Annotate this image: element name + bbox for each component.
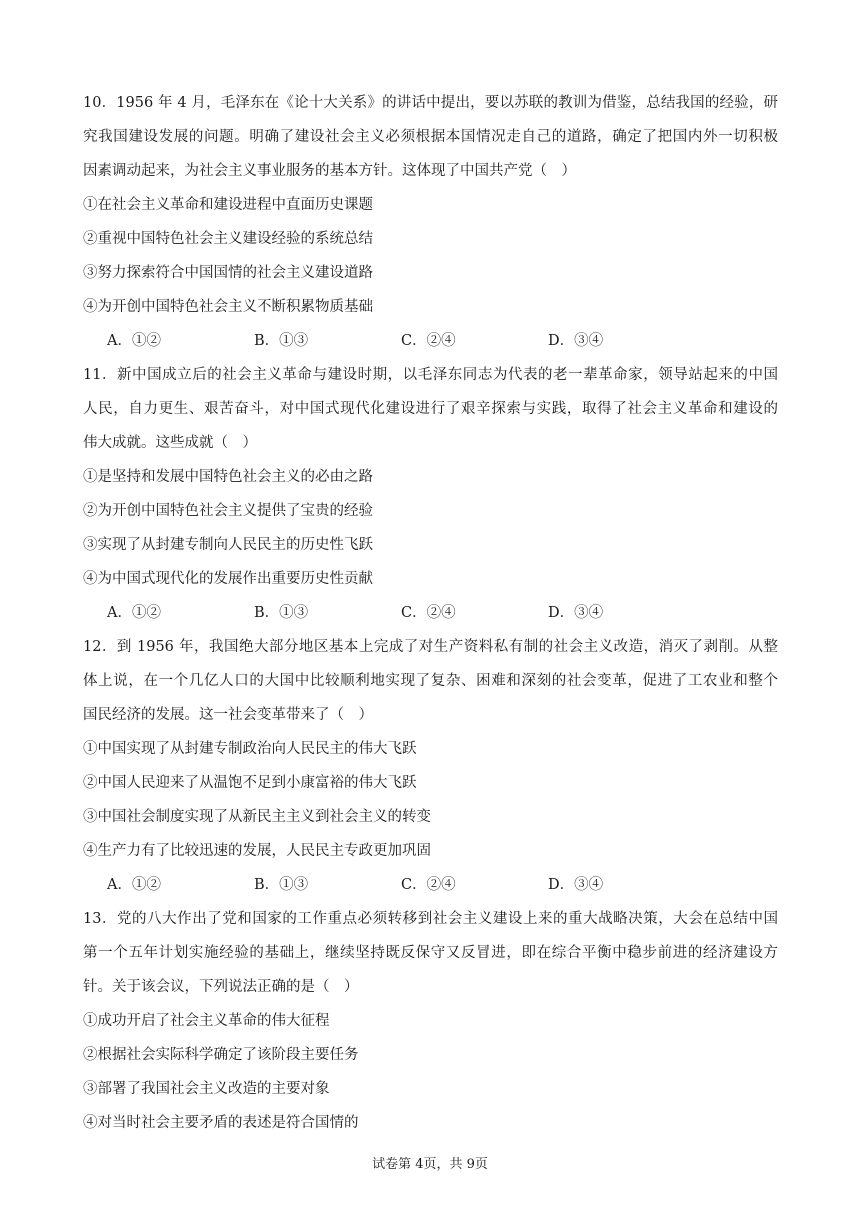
option-a[interactable]: A．①② — [107, 333, 161, 349]
question-stem-line: 10．1956 年 4 月，毛泽东在《论十大关系》的讲话中提出，要以苏联的教训为借鉴，总结我国的经验，研 — [83, 95, 778, 111]
option-b[interactable]: B．①③ — [254, 605, 309, 621]
question-list — [83, 86, 778, 1140]
option-a[interactable]: A．①② — [107, 877, 161, 893]
statement-4: ④为中国式现代化的发展作出重要历史性贡献 — [83, 571, 373, 587]
question-stem-line: 12．到 1956 年，我国绝大部分地区基本上完成了对生产资料私有制的社会主义改造，消灭了剥削。从整 — [83, 639, 778, 655]
statement-2: ②中国人民迎来了从温饱不足到小康富裕的伟大飞跃 — [83, 775, 417, 791]
statement-1: ①在社会主义革命和建设进程中直面历史课题 — [83, 197, 373, 213]
statement-2: ②根据社会实际科学确定了该阶段主要任务 — [83, 1047, 359, 1063]
question-stem-line: 体上说，在一个几亿人口的大国中比较顺利地实现了复杂、困难和深刻的社会变革，促进了工农业和整个 — [83, 673, 778, 689]
option-c[interactable]: C．②④ — [401, 877, 456, 893]
statement-4: ④为开创中国特色社会主义不断积累物质基础 — [83, 299, 373, 315]
statement-2: ②重视中国特色社会主义建设经验的系统总结 — [83, 231, 373, 247]
statement-1: ①中国实现了从封建专制政治向人民民主的伟大飞跃 — [83, 741, 417, 757]
answer-options — [83, 596, 778, 630]
question-10 — [83, 86, 778, 358]
question-stem-line: 伟大成就。这些成就（ ） — [83, 435, 257, 451]
question-11 — [83, 358, 778, 630]
question-stem-line: 11．新中国成立后的社会主义革命与建设时期，以毛泽东同志为代表的老一辈革命家，领导站起来的中国 — [83, 367, 778, 383]
option-a[interactable]: A．①② — [107, 605, 161, 621]
statement-3: ③部署了我国社会主义改造的主要对象 — [83, 1081, 330, 1097]
question-stem-line: 因素调动起来，为社会主义事业服务的基本方针。这体现了中国共产党（ ） — [83, 163, 576, 179]
option-b[interactable]: B．①③ — [254, 333, 309, 349]
statement-1: ①是坚持和发展中国特色社会主义的必由之路 — [83, 469, 373, 485]
option-c[interactable]: C．②④ — [401, 605, 456, 621]
statement-2: ②为开创中国特色社会主义提供了宝贵的经验 — [83, 503, 373, 519]
statement-4: ④生产力有了比较迅速的发展，人民民主专政更加巩固 — [83, 843, 431, 859]
statement-3: ③中国社会制度实现了从新民主主义到社会主义的转变 — [83, 809, 431, 825]
question-stem-line: 究我国建设发展的问题。明确了建设社会主义必须根据本国情况走自己的道路，确定了把国内外一切积极 — [83, 129, 778, 145]
question-13 — [83, 902, 778, 1140]
option-d[interactable]: D．③④ — [548, 333, 604, 349]
page-footer: 试卷第 4页，共 9页 — [372, 1157, 488, 1172]
statement-4: ④对当时社会主要矛盾的表述是符合国情的 — [83, 1115, 359, 1131]
question-stem-line: 针。关于该会议，下列说法正确的是（ ） — [83, 979, 359, 995]
option-b[interactable]: B．①③ — [254, 877, 309, 893]
question-stem-line: 国民经济的发展。这一社会变革带来了（ ） — [83, 707, 373, 723]
answer-options — [83, 868, 778, 902]
question-stem-line: 人民，自力更生、艰苦奋斗，对中国式现代化建设进行了艰辛探索与实践，取得了社会主义革命和建设的 — [83, 401, 778, 417]
option-d[interactable]: D．③④ — [548, 605, 604, 621]
answer-options — [83, 324, 778, 358]
option-d[interactable]: D．③④ — [548, 877, 604, 893]
statement-3: ③努力探索符合中国国情的社会主义建设道路 — [83, 265, 373, 281]
question-12 — [83, 630, 778, 902]
statement-1: ①成功开启了社会主义革命的伟大征程 — [83, 1013, 330, 1029]
question-stem-line: 13．党的八大作出了党和国家的工作重点必须转移到社会主义建设上来的重大战略决策，大会在总结中国 — [83, 911, 778, 927]
option-c[interactable]: C．②④ — [401, 333, 456, 349]
question-stem-line: 第一个五年计划实施经验的基础上，继续坚持既反保守又反冒进，即在综合平衡中稳步前进的经济建设方 — [83, 945, 778, 961]
statement-3: ③实现了从封建专制向人民民主的历史性飞跃 — [83, 537, 373, 553]
